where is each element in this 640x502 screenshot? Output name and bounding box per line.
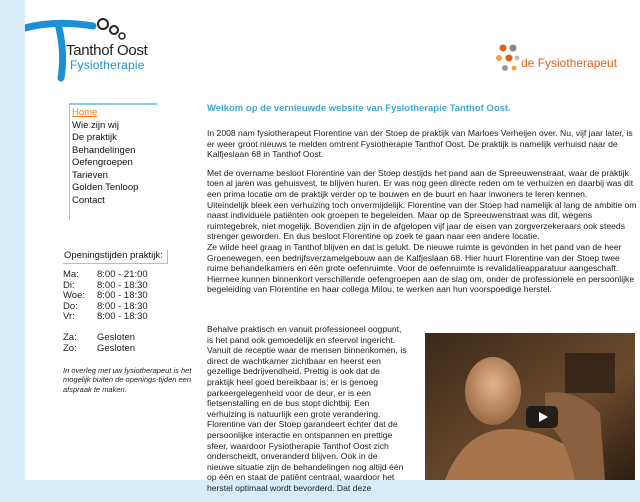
nav-oefengroepen[interactable]: Oefengroepen bbox=[72, 157, 133, 168]
site-logo[interactable] bbox=[25, 14, 185, 84]
nav-contact[interactable]: Contact bbox=[72, 194, 105, 206]
dots-icon bbox=[495, 42, 521, 82]
hours-row bbox=[63, 333, 195, 344]
hours-day: Woe: bbox=[63, 290, 86, 302]
hours-day: Zo: bbox=[63, 342, 77, 354]
paragraph: Uiteindelijk bleek een verhuizing toch onvermijdelijk. Florentine van der Stoep had namelijk al lang de ambitie om naast individuele patiënten ook groepen te begeleiden. Maar op de Spreeuwenstraat was dit, wegens ruimtegebrek, niet mogelijk. Bovendien zijn in de afgelopen vijf jaar de eisen van zorgverzekeraars ook steeds strenger geworden. En dus besloot Florentine op zoek te gaan naar een andere locatie. bbox=[207, 199, 637, 242]
hours-day: Za: bbox=[63, 331, 77, 343]
logo-title: Tanthof Oost bbox=[66, 42, 148, 59]
paragraph: Ze wilde heel graag in Tanthof blijven en dat is gelukt. De nieuwe ruimte is gevonden in het pand van de heer Groenewegen, een bedrijfsverzamelgebouw aan de Kalfjeslaan 68. Hier huurt Florentine van der Stoep twee ruime behandelkamers en één grote oefenruimte. Voor de oefenruimte is revalidatieapparatuur aangeschaft. Hiermee kunnen binnenkort verschillende oefengroepen aan de slag om, onder de professionele en persoonlijke begeleiding van Florentine en haar collega Milou, te werken aan hun voorspoedige herstel. bbox=[207, 241, 635, 295]
hours-day: Di: bbox=[63, 279, 75, 291]
video-player[interactable] bbox=[425, 333, 635, 480]
opening-hours bbox=[63, 250, 195, 354]
nav-wie-zijn-wij[interactable]: Wie zijn wij bbox=[72, 119, 119, 131]
hours-time: 8:00 - 18:30 bbox=[97, 300, 148, 312]
logo-subtitle: Fysiotherapie bbox=[70, 58, 145, 72]
hours-time: 8:00 - 18:30 bbox=[97, 311, 148, 323]
hours-row bbox=[63, 312, 195, 323]
nav-de-praktijk[interactable]: De praktijk bbox=[72, 132, 117, 143]
main-nav bbox=[69, 103, 157, 220]
nav-tarieven[interactable]: Tarieven bbox=[72, 169, 108, 181]
hours-time: 8:00 - 21:00 bbox=[97, 269, 148, 280]
main-content bbox=[207, 103, 637, 303]
play-icon[interactable] bbox=[526, 406, 558, 428]
brand-name: de Fysiotherapeut bbox=[521, 56, 618, 70]
nav-golden-tenloop[interactable]: Golden Tenloop bbox=[72, 182, 139, 193]
hours-time: 8:00 - 18:30 bbox=[97, 290, 148, 302]
hours-title: Openingstijden praktijk: bbox=[63, 250, 168, 264]
fysiotherapeut-logo[interactable] bbox=[495, 42, 640, 82]
hours-day: Do: bbox=[63, 300, 78, 312]
paragraph: Met de overname besloot Florentine van der Stoep destijds het pand aan de Spreeuwenstraat, waar de praktijk toen al jaren was gehuisvest, te blijven huren. Er was nog geen directe reden om te verhuizen en daarbij was dit een prima locatie om de praktijk verder op te bouwen en de buurt en haar inwoners te leren kennen. bbox=[207, 167, 634, 199]
nav-behandelingen[interactable]: Behandelingen bbox=[72, 144, 136, 156]
nav-home[interactable]: Home bbox=[72, 107, 98, 118]
hours-time: 8:00 - 18:30 bbox=[97, 279, 148, 291]
hours-day: Vr: bbox=[63, 311, 75, 323]
page bbox=[25, 0, 640, 493]
paragraph-beside-video bbox=[207, 324, 407, 502]
hours-row bbox=[63, 270, 195, 281]
hours-time: Gesloten bbox=[97, 342, 136, 354]
page-title: Welkom op de vernieuwde website van Fysiotherapie Tanthof Oost. bbox=[207, 103, 511, 114]
intro-paragraph: In 2008 nam fysiotherapeut Florentine van der Stoep de praktijk van Marloes Verheijen over. Nu, vijf jaar later, is er weer groot nieuws te melden omtrent Fysiotherapie Tanthof Oost. De praktijk is namelijk verhuisd naar de Kalfjeslaan 68 in Tanthof Oost. bbox=[207, 128, 633, 160]
hours-note: In overleg met uw fysiotherapeut is het mogelijk buiten de openings-tijden een afspraak te maken. bbox=[63, 366, 192, 394]
paragraph: Behalve praktisch en vanuit professioneel oogpunt, is het pand ook gemoedelijk en sfeervol ingericht. Vanuit de receptie waar de mensen binnenkomen, is direct de wachtkamer zichtbaar en heerst een gezellige bedrijvendheid. Prettig is ook dat de praktijk heel goed bereikbaar is; er is genoeg parkeergelegenheid voor de deur, er is een fietsenstalling en de bus stopt dichtbij. Een verhuizing is natuurlijk een grote verandering. Florentine van der Stoep garandeert echter dat de persoonlijke interactie en ontspannen en prettige sfeer, waardoor Fysiotherapie Tanthof Oost zich onderscheidt, onveranderd blijven. Ook in de nieuwe situatie zijn de behandelingen nog altijd één op één en staat de patiënt centraal, waardoor het herstel optimaal wordt bevorderd. Dat deze bbox=[207, 324, 407, 493]
hours-day: Ma: bbox=[63, 269, 79, 280]
hours-row bbox=[63, 344, 195, 355]
hours-time: Gesloten bbox=[97, 331, 136, 343]
